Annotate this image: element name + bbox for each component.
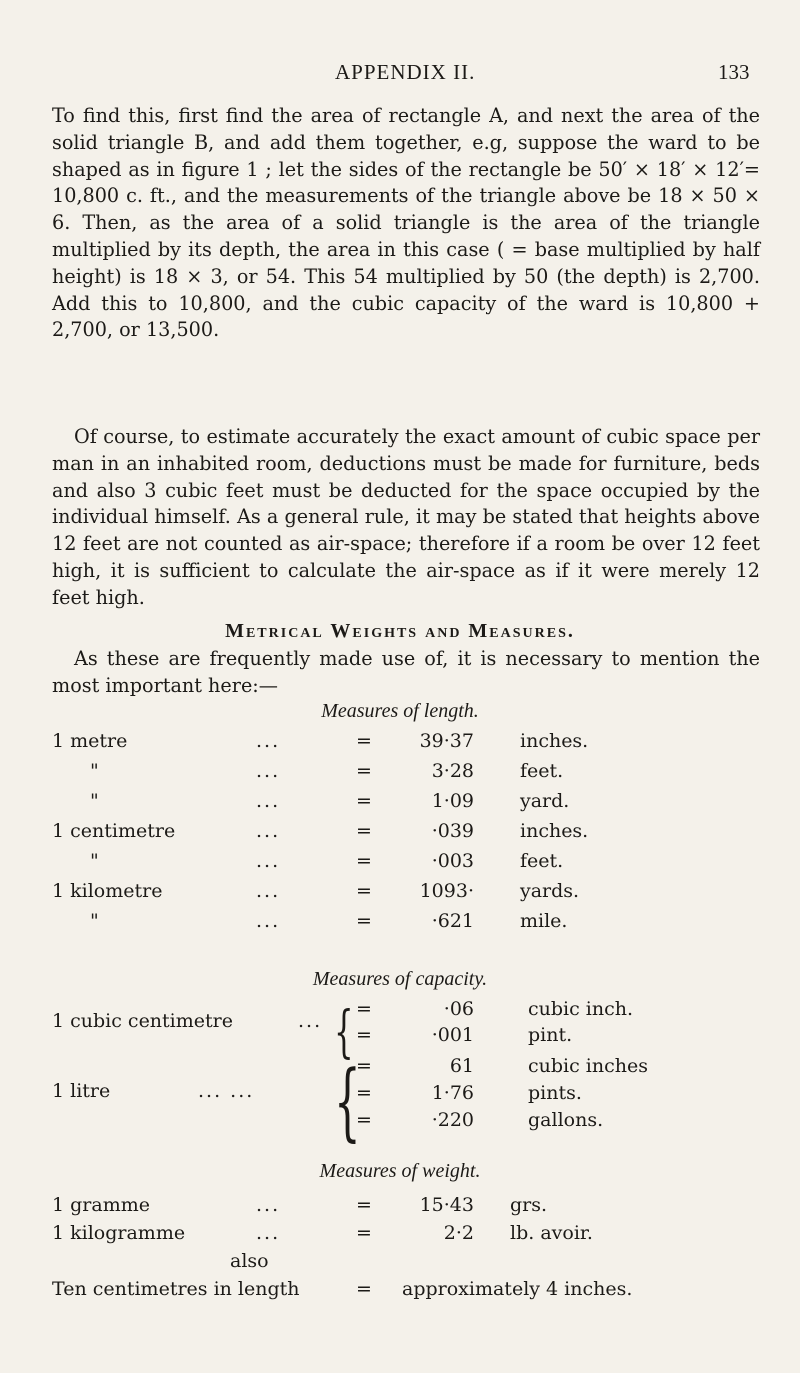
row-dots: ... (256, 880, 281, 902)
row-value: 39·37 (419, 730, 474, 752)
row-equals: = (356, 760, 372, 782)
row-value: 2·2 (443, 1222, 474, 1244)
row-measure: mile. (520, 910, 568, 932)
running-head: APPENDIX II. (335, 60, 476, 84)
row-value: 1093· (419, 880, 474, 902)
row-unit: 1 centimetre (52, 820, 176, 842)
paragraph-intro-measures: As these are frequently made use of, it is necessary to mention the most important here:— (52, 647, 760, 697)
row-equals: = (356, 1278, 372, 1300)
brace-icon: { (334, 1000, 354, 1065)
row-measure: cubic inches (528, 1055, 648, 1077)
weight-title: Measures of weight. (319, 1160, 481, 1182)
paragraph-cubic-space: Of course, to estimate accurately the exact amount of cubic space per man in an inhabited room, deductions must be made for furniture, beds and also 3 cubic feet must be deducted for the space occupied by the individual himself. As a general rule, it may be stated that heights above 12 feet are not counted as air-space; therefore if a room be over 12 feet high, it is sufficient to calculate the air-space as if it were merely 12 feet high. (52, 425, 760, 609)
length-title: Measures of length. (321, 700, 479, 722)
row-value: 15·43 (419, 1194, 474, 1216)
row-unit: 1 metre (52, 730, 128, 752)
row-equals: = (356, 730, 372, 752)
row-value: ·001 (431, 1024, 474, 1046)
row-dots: ... (256, 850, 281, 872)
row-unit: " (90, 850, 99, 872)
row-measure: grs. (510, 1194, 548, 1216)
row-equals: = (356, 1222, 372, 1244)
row-measure: cubic inch. (528, 998, 634, 1020)
row-unit: " (90, 910, 99, 932)
row-measure: pint. (528, 1024, 573, 1046)
row-dots: ... (256, 910, 281, 932)
brace-icon: { (334, 1052, 361, 1150)
row-dots: ... (298, 1010, 323, 1032)
row-unit: 1 litre (52, 1080, 111, 1102)
row-unit: 1 kilogramme (52, 1222, 186, 1244)
row-measure: approximately 4 inches. (402, 1278, 633, 1300)
row-equals: = (356, 1082, 372, 1104)
also-label: also (230, 1250, 269, 1272)
row-measure: inches. (520, 730, 589, 752)
row-measure: feet. (520, 850, 564, 872)
row-value: ·220 (431, 1109, 474, 1131)
row-unit: " (90, 790, 99, 812)
row-unit: 1 cubic centimetre (52, 1010, 233, 1032)
row-measure: lb. avoir. (510, 1222, 593, 1244)
row-unit: Ten centimetres in length (52, 1278, 300, 1300)
row-dots: ... (256, 1194, 281, 1216)
row-equals: = (356, 1194, 372, 1216)
page-header (0, 60, 800, 90)
section-heading: Metrical Weights and Measures. (225, 620, 575, 642)
row-value: 1·09 (431, 790, 474, 812)
row-unit: " (90, 760, 99, 782)
row-measure: inches. (520, 820, 589, 842)
row-dots: ... (256, 760, 281, 782)
row-equals: = (356, 790, 372, 812)
row-measure: pints. (528, 1082, 582, 1104)
row-measure: yards. (520, 880, 580, 902)
row-equals: = (356, 910, 372, 932)
row-value: ·039 (431, 820, 474, 842)
row-value: ·621 (431, 910, 474, 932)
row-equals: = (356, 880, 372, 902)
row-equals: = (356, 1024, 372, 1046)
row-value: ·003 (431, 850, 474, 872)
row-equals: = (356, 1109, 372, 1131)
row-unit: 1 gramme (52, 1194, 150, 1216)
row-measure: feet. (520, 760, 564, 782)
page-number: 133 (718, 60, 750, 84)
row-value: 61 (449, 1055, 474, 1077)
row-dots: ... (256, 790, 281, 812)
row-measure: gallons. (528, 1109, 604, 1131)
row-value: 1·76 (431, 1082, 474, 1104)
capacity-title: Measures of capacity. (312, 968, 488, 990)
paragraph-ward-capacity: To find this, first find the area of rectangle A, and next the area of the solid triangle B, and add them together, e.g, suppose the ward to be shaped as in figure 1 ; let the sides of the rectangle be 50′ × 18′ × 12′= 10,800 c. ft., and the measurements of the triangle above be 18 × 50 × 6. Then, as the area of a solid triangle is the area of the triangle multiplied by its depth, the area in this case ( = base multiplied by half height) is 18 × 3, or 54. This 54 multiplied by 50 (the depth) is 2,700. Add this to 10,800, and the cubic capacity of the ward is 10,800 + 2,700, or 13,500. (52, 104, 760, 342)
row-value: ·06 (443, 998, 474, 1020)
row-dots: ... ... (198, 1080, 255, 1102)
row-equals: = (356, 850, 372, 872)
row-equals: = (356, 998, 372, 1020)
row-equals: = (356, 820, 372, 842)
row-dots: ... (256, 820, 281, 842)
row-unit: 1 kilometre (52, 880, 163, 902)
row-value: 3·28 (431, 760, 474, 782)
row-dots: ... (256, 730, 281, 752)
row-measure: yard. (520, 790, 570, 812)
row-equals: = (356, 1055, 372, 1077)
row-dots: ... (256, 1222, 281, 1244)
